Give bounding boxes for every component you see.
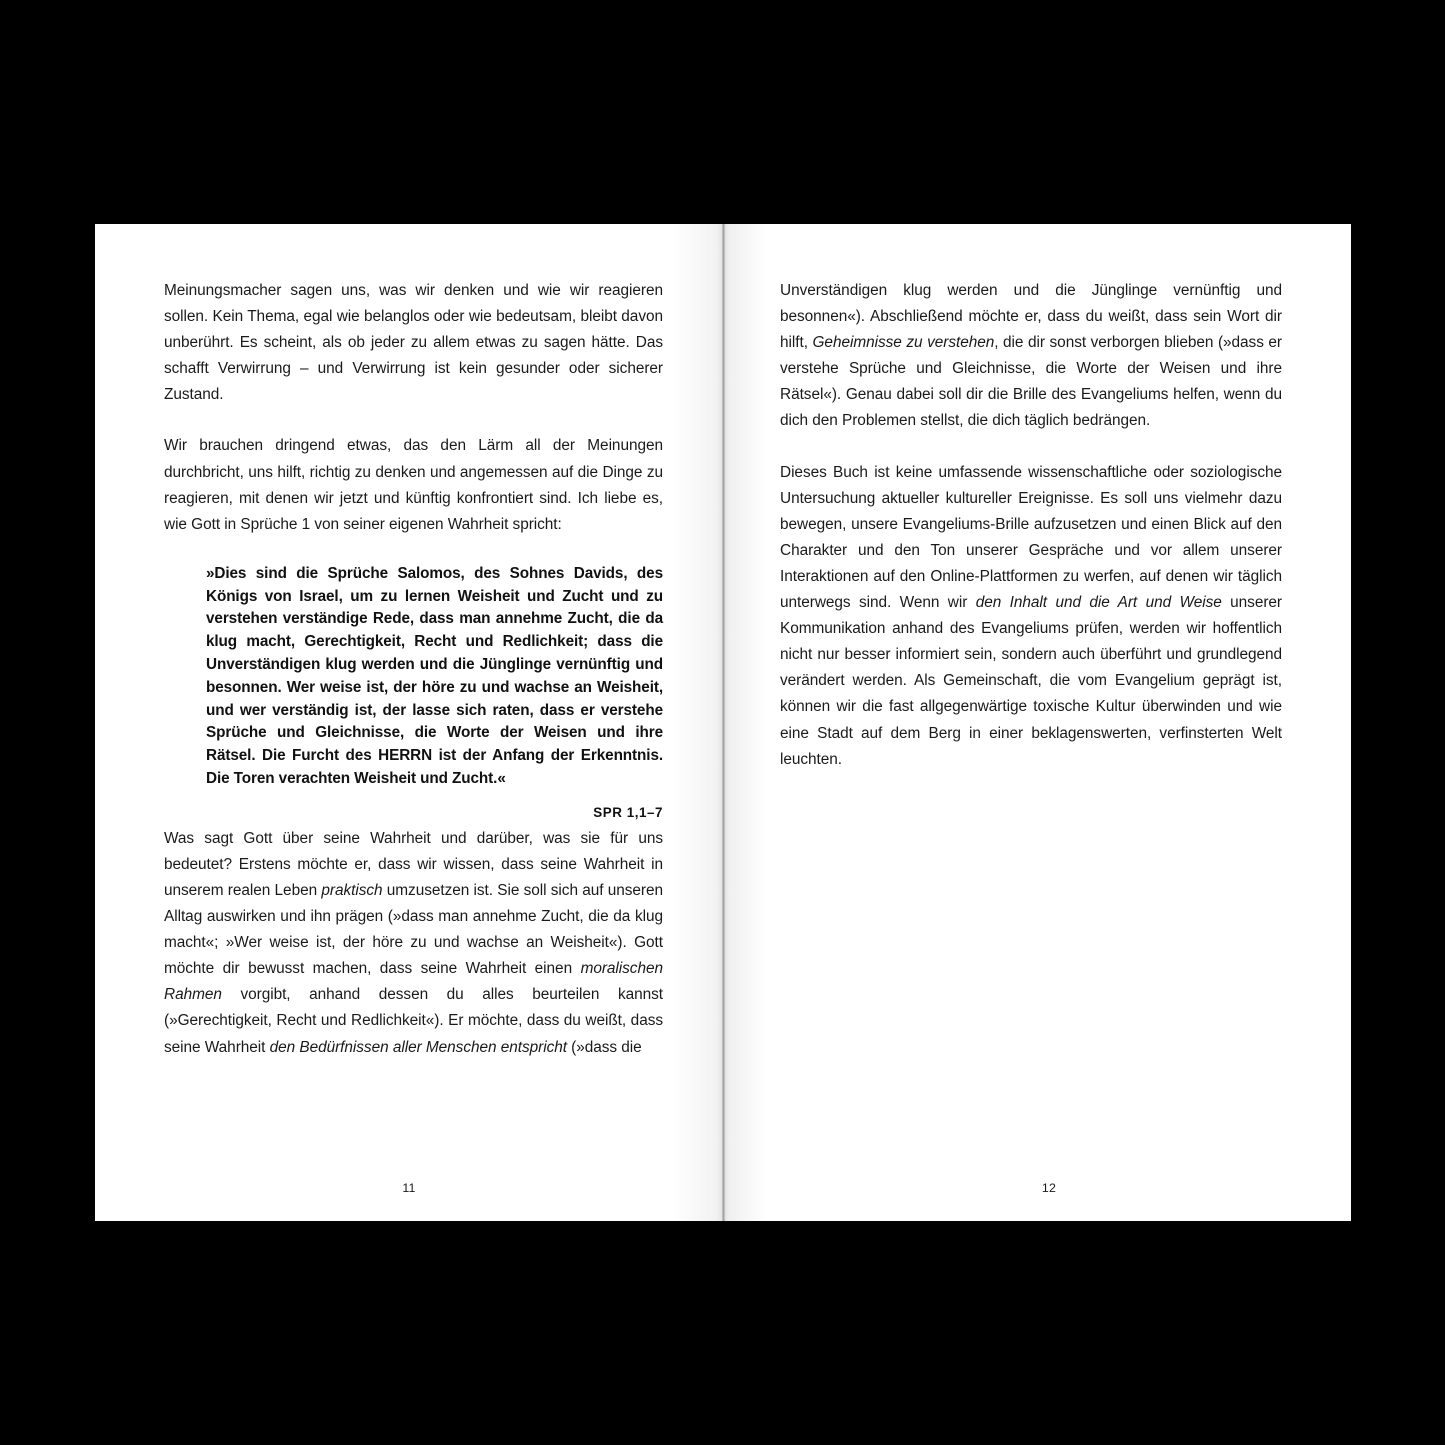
text-segment: vorgibt, anhand dessen du alles beurteilen kannst (»Gerechtigkeit, Recht und Redlichkeit«). Er möchte, dass du weißt, dass seine Wahrheit — [164, 986, 663, 1056]
emphasis-text: praktisch — [321, 882, 383, 899]
paragraph-with-emphasis — [164, 826, 663, 1061]
book-page-left — [95, 224, 723, 1221]
emphasis-text: moralischen Rahmen — [164, 960, 663, 1004]
text-segment: (»dass die — [566, 1038, 642, 1056]
scripture-reference: SPR 1,1–7 — [593, 804, 663, 820]
text-segment: Was sagt Gott über seine Wahrheit und darüber, was sie für uns bedeutet? Erstens möchte er, dass wir wissen, dass seine Wahrheit in unserem realen Leben — [164, 829, 663, 899]
page-number-left: 11 — [402, 1181, 416, 1195]
book-spine — [722, 224, 725, 1221]
page-number-right: 12 — [1041, 1181, 1057, 1195]
paragraph-with-emphasis — [780, 278, 1282, 435]
paragraph: Meinungsmacher sagen uns, was wir denken und wie wir reagieren sollen. Kein Thema, egal wie belanglos oder wie bedeutsam, bleibt davon unberührt. Es scheint, als ob jeder zu allem etwas zu sagen hätte. Das schafft Verwirrung – und Verwirrung ist kein gesunder oder sicherer Zustand. — [164, 282, 663, 404]
text-segment: , die dir sonst verborgen blieben (»dass er verstehe Sprüche und Gleichnisse, die Worte der Weisen und ihre Rätsel«). Genau dabei soll dir die Brille des Evangeliums helfen, wenn du dich den Problemen stellst, die dich täglich bedrängen. — [780, 334, 1283, 430]
book-spread — [95, 224, 1351, 1221]
emphasis-text: den Inhalt und die Art und Weise — [975, 594, 1222, 612]
emphasis-text: Geheimnisse zu verstehen — [812, 334, 995, 352]
paragraph-with-emphasis — [780, 460, 1282, 773]
text-segment: Dieses Buch ist keine umfassende wissenschaftliche oder soziologische Untersuchung aktueller kultureller Ereignisse. Es soll uns vielmehr dazu bewegen, unsere Evangeliums-Brille aufzusetzen und einen Blick auf den Charakter und den Ton unserer Gespräche und vor allem unserer Interaktionen auf den Online-Plattformen zu werfen, auf denen wir täglich unterwegs sind. Wenn wir — [780, 463, 1282, 612]
emphasis-text: den Bedürfnissen aller Menschen entspricht — [269, 1038, 567, 1056]
book-page-right — [723, 224, 1351, 1221]
text-segment: umzusetzen ist. Sie soll sich auf unseren Alltag auswirken und ihn prägen (»dass man annehme Zucht, die da klug macht«; »Wer weise ist, der höre zu und wachse an Weisheit«). Gott möchte dir bewusst machen, dass seine Wahrheit einen — [164, 882, 663, 978]
scripture-quote-text: »Dies sind die Sprüche Salomos, des Sohnes Davids, des Königs von Israel, um zu lernen Weisheit und Zucht und zu verstehen verständige Rede, dass man annehme Zucht, die da klug macht, Gerechtigkeit, Recht und Redlichkeit; dass die Unverständigen klug werden und die Jünglinge vernünftig und besonnen. Wer weise ist, der höre zu und wachse an Weisheit, und wer verständig ist, der lasse sich raten, dass er verstehe Sprüche und Gleichnisse, die Worte der Weisen und ihre Rätsel. Die Furcht des HERRN ist der Anfang der Erkenntnis. Die Toren verachten Weisheit und Zucht.« — [206, 564, 663, 788]
text-segment: Unverständigen klug werden und die Jünglinge vernünftig und besonnen«). Abschließend möchte er, dass du weißt, dass sein Wort dir hilft, — [780, 282, 1282, 352]
text-segment: unserer Kommunikation anhand des Evangeliums prüfen, werden wir hoffentlich nicht nur besser informiert sein, sondern auch überführt und grundlegend verändert werden. Als Gemeinschaft, die vom Evangelium geprägt ist, können wir die fast allgegenwärtige toxische Kultur überwinden und wie eine Stadt auf dem Berg in einer beklagenswerten, verfinsterten Welt leuchten. — [780, 594, 1283, 768]
paragraph: Wir brauchen dringend etwas, das den Lärm all der Meinungen durchbricht, uns hilft, richtig zu denken und angemessen auf die Dinge zu reagieren, mit denen wir jetzt und künftig konfrontiert sind. Ich liebe es, wie Gott in Sprüche 1 von seiner eigenen Wahrheit spricht: — [164, 437, 663, 533]
scripture-quote-block — [164, 563, 663, 820]
